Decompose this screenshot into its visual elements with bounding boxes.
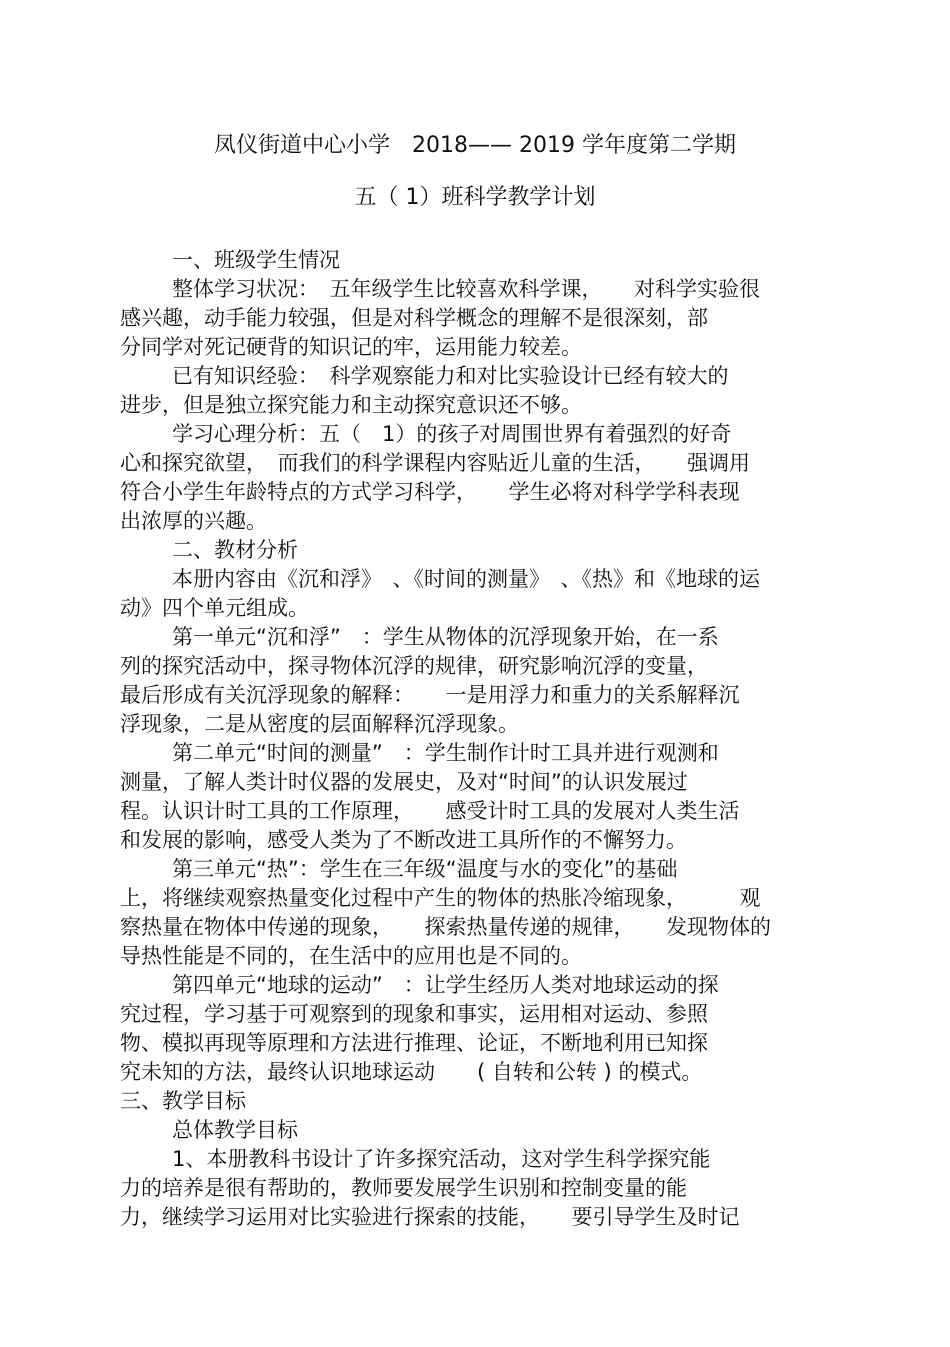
body-text-line: 第三单元“热”：学生在三年级“温度与水的变化”的基础 [172,857,678,881]
body-text-line: 动》四个单元组成。 [120,596,309,620]
body-text-line: 1、本册教科书设计了许多探究活动，这对学生科学探究能 [172,1147,711,1171]
section-heading-textbook-analysis: 二、教材分析 [172,538,298,562]
body-text-line: 第一单元“沉和浮” ：学生从物体的沉浮现象开始，在一系 [172,625,719,649]
body-text-line: 力，继续学习运用对比实验进行探索的技能， 要引导学生及时记 [120,1205,740,1229]
body-text-line: 力的培养是很有帮助的，教师要发展学生识别和控制变量的能 [120,1176,687,1200]
body-text-line: 第四单元“地球的运动” ：让学生经历人类对地球运动的探 [172,973,719,997]
body-text-line: 察热量在物体中传递的现象， 探索热量传递的规律， 发现物体的 [120,915,771,939]
body-text-line: 整体学习状况： 五年级学生比较喜欢科学课， 对科学实验很 [172,277,760,301]
body-text-line: 列的探究活动中，探寻物体沉浮的规律，研究影响沉浮的变量， [120,654,708,678]
document-title-school-term: 凤仪街道中心小学 2018—— 2019 学年度第二学期 [214,133,736,158]
body-text-line: 导热性能是不同的，在生活中的应用也是不同的。 [120,944,582,968]
body-text-line: 符合小学生年龄特点的方式学习科学， 学生必将对科学学科表现 [120,480,740,504]
body-text-line: 学习心理分析：五（ 1）的孩子对周围世界有着强烈的好奇 [172,422,732,446]
body-text-line: 进步，但是独立探究能力和主动探究意识还不够。 [120,393,582,417]
body-text-line: 最后形成有关沉浮现象的解释： 一是用浮力和重力的关系解释沉 [120,683,740,707]
body-text-line: 究未知的方法，最终认识地球运动 ( 自转和公转 ) 的模式。 [120,1060,703,1084]
body-text-line: 分同学对死记硬背的知识记的牢，运用能力较差。 [120,335,582,359]
section-heading-teaching-goals: 三、教学目标 [120,1089,246,1113]
body-text-line: 心和探究欲望， 而我们的科学课程内容贴近儿童的生活， 强调用 [120,451,750,475]
body-text-line: 浮现象，二是从密度的层面解释沉浮现象。 [120,712,519,736]
body-text-line: 本册内容由《沉和浮》 、《时间的测量》 、《热》和《地球的运 [172,567,760,591]
body-text-line: 出浓厚的兴趣。 [120,509,267,533]
document-title-plan: 五（ 1）班科学教学计划 [354,185,596,210]
body-text-line: 第二单元“时间的测量” ：学生制作计时工具并进行观测和 [172,741,719,765]
body-text-line: 测量，了解人类计时仪器的发展史，及对“时间”的认识发展过 [120,770,688,794]
subheading-overall-goals: 总体教学目标 [172,1118,298,1142]
body-text-line: 究过程，学习基于可观察到的现象和事实，运用相对运动、参照 [120,1002,708,1026]
body-text-line: 物、模拟再现等原理和方法进行推理、论证，不断地利用已知探 [120,1031,708,1055]
section-heading-class-situation: 一、班级学生情况 [172,248,340,272]
body-text-line: 程。认识计时工具的工作原理， 感受计时工具的发展对人类生活 [120,799,740,823]
body-text-line: 上，将继续观察热量变化过程中产生的物体的热胀冷缩现象， 观 [120,886,761,910]
body-text-line: 已有知识经验： 科学观察能力和对比实验设计已经有较大的 [172,364,729,388]
body-text-line: 和发展的影响，感受人类为了不断改进工具所作的不懈努力。 [120,828,687,852]
body-text-line: 感兴趣，动手能力较强，但是对科学概念的理解不是很深刻，部 [120,306,708,330]
